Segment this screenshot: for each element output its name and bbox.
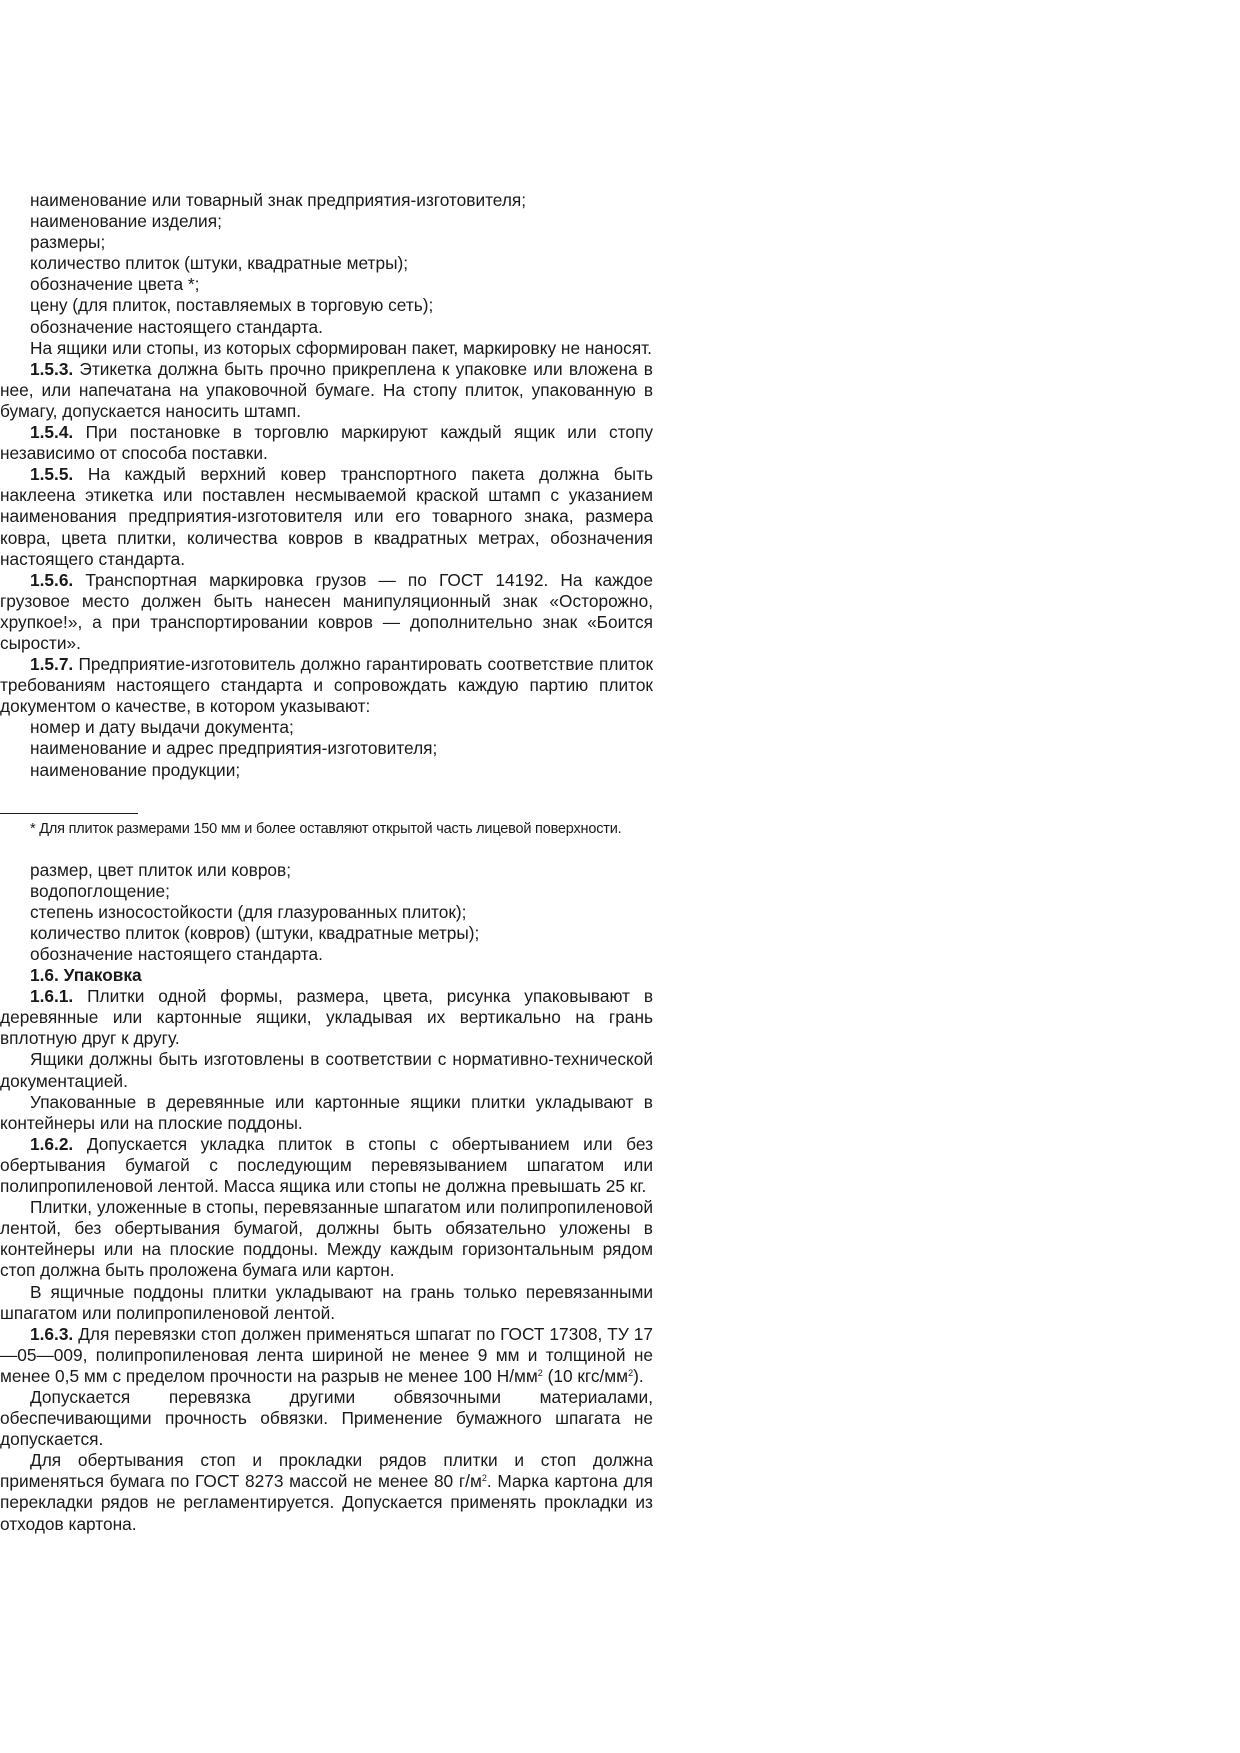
paragraph (0, 1197, 653, 1281)
paragraph-text: Этикетка должна быть прочно прикреплена к упаковке или вложена в нее, или напечатана на упаковочной бумаге. На стопу плиток, упакованную в бумагу, допускается наносить штамп. (0, 358, 653, 421)
paragraph-text: При постановке в торговлю маркируют каждый ящик или стопу независимо от способа поставки. (0, 422, 653, 464)
list-item (0, 253, 653, 274)
paragraph (0, 338, 653, 359)
paragraph (0, 1450, 653, 1534)
clause-number: 1.5.6. (30, 569, 74, 590)
paragraph-text: Плитки одной формы, размера, цвета, рисунка упаковывают в деревянные или картонные ящики, укладывая их вертикально на грань вплотную друг к другу. (0, 986, 653, 1049)
paragraph-text: наименование или товарный знак предприятия-изготовителя; (30, 190, 527, 210)
clause-number: 1.5.7. (30, 654, 74, 675)
clause-number: 1.5.4. (30, 422, 74, 443)
section-heading (0, 965, 653, 986)
paragraph-text: степень износостойкости (для глазурованных плиток); (30, 901, 467, 922)
paragraph-text: размеры; (30, 232, 106, 253)
paragraph-text: (10 кгс/мм (542, 1365, 629, 1386)
document-page (0, 190, 653, 1535)
paragraph-text: В ящичные поддоны плитки укладывают на грань только перевязанными шпагатом или полипропиленовой лентой. (0, 1281, 653, 1323)
paragraph-text: Плитки, уложенные в стопы, перевязанные шпагатом или полипропиленовой лентой, без обертывания бумагой, должны быть обязательно уложены в контейнеры или на плоские поддоны. Между каждым горизонтальным рядом стоп должна быть проложена бумага или картон. (0, 1197, 653, 1281)
document-body-upper (0, 190, 653, 781)
paragraph-text: На ящики или стопы, из которых сформирован пакет, маркировку не наносят. (30, 337, 652, 358)
list-item (0, 923, 653, 944)
paragraph-text: Транспортная маркировка грузов — по ГОСТ 14192. На каждое грузовое место должен быть нанесен манипуляционный знак «Осторожно, хрупкое!», а при транспортировании ковров — дополнительно знак «Боится сырости». (0, 569, 653, 653)
list-item (0, 944, 653, 965)
list-item (0, 190, 653, 211)
paragraph-text: Предприятие-изготовитель должно гарантировать соответствие плиток требованиям настоящего стандарта и сопровождать каждую партию плиток документом о качестве, в котором указывают: (0, 654, 653, 717)
paragraph (0, 570, 653, 654)
list-item (0, 860, 653, 881)
list-item (0, 232, 653, 253)
paragraph (0, 1324, 653, 1387)
paragraph (0, 1049, 653, 1091)
paragraph-text: цену (для плиток, поставляемых в торговую сеть); (30, 295, 434, 316)
list-item (0, 881, 653, 902)
paragraph (0, 359, 653, 422)
paragraph-text: Допускается укладка плиток в стопы с обертыванием или без обертывания бумагой с последующим перевязыванием шпагатом или полипропиленовой лентой. Масса ящика или стопы не должна превышать 25 кг. (0, 1133, 653, 1197)
clause-number: 1.5.3. (30, 358, 74, 379)
list-item (0, 760, 653, 781)
list-item (0, 902, 653, 923)
paragraph (0, 422, 653, 464)
paragraph-text: количество плиток (штуки, квадратные метры); (30, 253, 409, 274)
list-item (0, 295, 653, 316)
paragraph (0, 1092, 653, 1134)
clause-number: 1.6. Упаковка (30, 965, 142, 986)
paragraph-text: Ящики должны быть изготовлены в соответствии с нормативно-технической документацией. (0, 1049, 653, 1091)
clause-number: 1.6.3. (30, 1323, 74, 1344)
paragraph-text: номер и дату выдачи документа; (30, 717, 294, 738)
list-item (0, 274, 653, 295)
paragraph-text: Для перевязки стоп должен применяться шпагат по ГОСТ 17308, ТУ 17—05—009, полипропиленовая лента шириной не менее 9 мм и толщиной не менее 0,5 мм с пределом прочности на разрыв не менее 100 Н/мм (0, 1323, 653, 1386)
paragraph-text: количество плиток (ковров) (штуки, квадратные метры); (30, 922, 480, 943)
footnote-separator (0, 813, 138, 814)
paragraph (0, 654, 653, 717)
paragraph-text: обозначение настоящего стандарта. (30, 316, 323, 337)
list-item (0, 717, 653, 738)
clause-number: 1.6.2. (30, 1133, 74, 1154)
list-item (0, 211, 653, 232)
clause-number: 1.6.1. (30, 986, 74, 1007)
paragraph (0, 1282, 653, 1324)
paragraph-text: наименование и адрес предприятия-изготовителя; (30, 738, 438, 759)
footnote: * Для плиток размерами 150 мм и более оставляют открытой часть лицевой поверхности. (30, 820, 622, 837)
clause-number: 1.5.5. (30, 464, 74, 485)
paragraph-text: обозначение цвета *; (30, 274, 200, 295)
paragraph (0, 986, 653, 1049)
paragraph-text: Упакованные в деревянные или картонные ящики плитки укладывают в контейнеры или на плоские поддоны. (0, 1091, 653, 1133)
paragraph (0, 464, 653, 569)
paragraph-text: . Марка картона для перекладки рядов не регламентируется. Допускается применять прокладки из отходов картона. (0, 1471, 653, 1534)
paragraph (0, 1134, 653, 1197)
superscript: 2 (628, 1367, 634, 1378)
paragraph-text: размер, цвет плиток или ковров; (30, 859, 292, 880)
paragraph-text: Допускается перевязка другими обвязочными материалами, обеспечивающими прочность обвязки. Применение бумажного шпагата не допускается. (0, 1386, 653, 1450)
paragraph-text: Для обертывания стоп и прокладки рядов плитки и стоп должна применяться бумага по ГОСТ 8273 массой не менее 80 г/м (0, 1450, 653, 1492)
paragraph (0, 1387, 653, 1450)
paragraph-text: наименование изделия; (30, 211, 222, 232)
list-item (0, 738, 653, 759)
paragraph-text: ). (633, 1365, 644, 1386)
document-body-lower (0, 860, 653, 1535)
list-item (0, 317, 653, 338)
superscript: 2 (481, 1473, 487, 1484)
paragraph-text: обозначение настоящего стандарта. (30, 944, 323, 964)
paragraph-text: водопоглощение; (30, 880, 170, 901)
superscript: 2 (537, 1367, 543, 1378)
paragraph-text: На каждый верхний ковер транспортного пакета должна быть наклеена этикетка или поставлен несмываемой краской штамп с указанием наименования предприятия-изготовителя или его товарного знака, размера ковра, цвета плитки, количества ковров в квадратных метрах, обозначения настоящего стандарта. (0, 464, 653, 569)
paragraph-text: наименование продукции; (30, 759, 241, 780)
